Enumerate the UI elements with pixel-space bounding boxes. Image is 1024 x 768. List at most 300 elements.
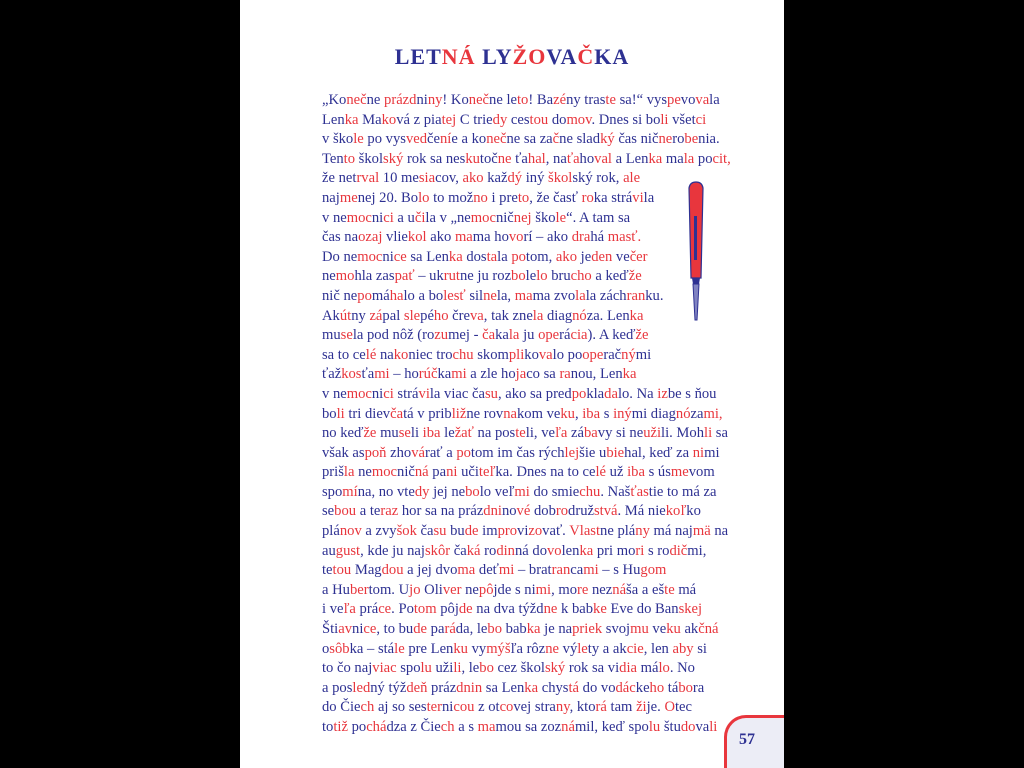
syllable-segment: ní	[439, 131, 452, 148]
syllable-segment: bou	[334, 503, 357, 520]
syllable-segment: li	[410, 425, 423, 442]
syllable-segment: la	[643, 189, 655, 206]
syllable-segment: k bab	[557, 601, 594, 618]
syllable-segment: vo	[680, 92, 696, 108]
syllable-segment: vi	[632, 189, 644, 206]
syllable-segment: hor sa na práz	[398, 503, 484, 520]
syllable-segment: rúč	[418, 366, 438, 383]
syllable-segment: ale	[623, 170, 641, 187]
syllable-segment: a pos	[322, 679, 353, 696]
syllable-segment: toč	[479, 150, 498, 167]
syllable-segment: tam	[606, 699, 637, 716]
syllable-segment: skom	[473, 346, 509, 363]
syllable-segment: sa	[712, 425, 728, 442]
syllable-segment: su	[433, 523, 447, 540]
syllable-segment: de	[464, 523, 479, 540]
text-line	[322, 600, 742, 620]
syllable-segment: po vys	[363, 131, 406, 148]
syllable-segment: “. A tam sa	[566, 209, 631, 226]
title-segment: VA	[546, 44, 578, 69]
syllable-segment: . No	[669, 660, 695, 677]
syllable-segment: ce	[363, 621, 377, 638]
syllable-segment: mi diag	[631, 405, 676, 422]
syllable-segment: lej	[564, 444, 580, 461]
syllable-segment: ka – stá	[349, 640, 395, 657]
syllable-segment: a zvy	[361, 523, 397, 540]
syllable-segment: te	[322, 562, 333, 579]
syllable-segment: ni	[416, 92, 428, 108]
syllable-segment: ka	[579, 542, 594, 559]
syllable-segment: sa Len	[406, 248, 449, 265]
syllable-segment: li	[660, 111, 669, 128]
syllable-segment: ve	[648, 621, 667, 638]
syllable-segment: ni	[371, 385, 384, 402]
syllable-segment: ťa	[566, 150, 580, 167]
syllable-segment: ne sa za	[506, 131, 553, 148]
syllable-segment: v ne	[322, 385, 347, 402]
syllable-segment: dy	[414, 483, 430, 500]
syllable-segment: ozaj	[358, 229, 383, 246]
syllable-segment: za	[690, 405, 704, 422]
syllable-segment: aby	[672, 640, 694, 657]
syllable-segment: zho	[386, 444, 412, 461]
syllable-segment: la v „ne	[425, 209, 471, 226]
syllable-segment: do vo	[579, 679, 616, 696]
syllable-segment: deň	[406, 679, 428, 696]
syllable-segment: ran	[551, 562, 571, 579]
syllable-segment: nej 20. Bo	[357, 189, 419, 206]
syllable-segment: ni	[382, 248, 394, 265]
chapter-title	[240, 44, 784, 70]
syllable-segment: li	[336, 405, 345, 422]
syllable-segment: bo	[465, 483, 480, 500]
syllable-segment: gom	[640, 562, 667, 579]
syllable-segment: má naj	[649, 523, 693, 540]
syllable-segment: ny	[635, 523, 650, 540]
text-line	[322, 209, 742, 229]
syllable-segment: no keď	[322, 425, 364, 442]
syllable-segment: nó	[675, 405, 691, 422]
syllable-segment: rač	[603, 346, 622, 363]
syllable-segment: bo	[511, 268, 526, 285]
syllable-segment: lé	[595, 464, 607, 481]
syllable-segment: , kto	[569, 699, 596, 716]
syllable-segment: iba	[422, 425, 441, 442]
page-number: 57	[739, 731, 755, 748]
syllable-segment: me	[339, 189, 358, 206]
text-line	[322, 307, 742, 327]
syllable-segment: ma	[477, 719, 496, 735]
syllable-segment: nov	[339, 523, 362, 540]
syllable-segment: teľ	[478, 464, 496, 481]
syllable-segment: ku	[453, 640, 468, 657]
syllable-segment: li	[704, 425, 713, 442]
syllable-segment: dos	[462, 248, 487, 265]
syllable-segment: dia	[619, 660, 637, 677]
syllable-segment: bab	[502, 621, 527, 638]
syllable-segment: tou	[529, 111, 549, 128]
syllable-segment: ce	[378, 601, 392, 618]
syllable-segment: Oli	[420, 581, 443, 598]
syllable-segment: ne ju roz	[459, 268, 512, 285]
title-segment: KA	[594, 44, 630, 69]
syllable-segment: – s Hu	[598, 562, 641, 579]
syllable-segment: ako	[462, 170, 484, 187]
syllable-segment: ma ho	[472, 229, 509, 246]
syllable-segment: iný	[613, 405, 632, 422]
syllable-segment: chu	[579, 483, 601, 500]
syllable-segment: zé	[553, 92, 567, 108]
syllable-segment: rá	[595, 699, 607, 716]
syllable-segment: co	[499, 699, 514, 716]
syllable-segment: spo	[322, 483, 343, 500]
syllable-segment: bu	[446, 523, 465, 540]
syllable-segment: la	[343, 464, 355, 481]
page-number-tab	[724, 715, 784, 768]
text-line	[322, 483, 742, 503]
syllable-segment: ho	[579, 150, 595, 167]
syllable-segment: ka	[437, 366, 452, 383]
syllable-segment: ne	[483, 287, 497, 304]
syllable-segment: ve	[612, 248, 630, 265]
syllable-segment: Mag	[351, 562, 382, 579]
syllable-segment: vať.	[542, 523, 570, 540]
syllable-segment: va	[695, 92, 710, 108]
syllable-segment: po	[357, 287, 372, 304]
syllable-segment: im	[478, 523, 498, 540]
text-line	[322, 502, 742, 522]
syllable-segment: dob	[530, 503, 556, 520]
syllable-segment: ka	[524, 679, 539, 696]
syllable-segment: mi,	[703, 405, 723, 422]
syllable-segment: ma	[457, 562, 476, 579]
text-line	[322, 91, 742, 111]
syllable-segment: ri	[635, 542, 645, 559]
syllable-segment: ved	[405, 131, 428, 148]
syllable-segment: ako	[426, 229, 455, 246]
syllable-segment: mov	[566, 111, 592, 128]
syllable-segment: v ne	[322, 209, 347, 226]
syllable-segment: po	[347, 719, 367, 735]
syllable-segment: e a ko	[451, 131, 487, 148]
syllable-segment: neč	[346, 92, 367, 108]
syllable-segment: nič	[397, 464, 415, 481]
syllable-segment: led	[352, 679, 371, 696]
syllable-segment: cie	[626, 640, 644, 657]
syllable-segment: poň	[364, 444, 387, 461]
syllable-segment: masť.	[607, 229, 642, 246]
text-line	[322, 522, 742, 542]
syllable-segment: či	[414, 209, 426, 226]
syllable-segment: mi	[635, 346, 652, 363]
syllable-segment: škol	[544, 170, 573, 187]
syllable-segment: ná	[612, 581, 627, 598]
syllable-segment: nia.	[698, 131, 720, 148]
text-line	[322, 189, 742, 209]
syllable-segment: bo	[322, 405, 337, 422]
syllable-segment: všet	[668, 111, 696, 128]
syllable-segment: ma	[514, 287, 533, 304]
syllable-segment: cia	[570, 327, 588, 344]
syllable-segment: ka	[648, 150, 663, 167]
syllable-segment: se	[340, 327, 353, 344]
syllable-segment: kaž	[483, 170, 508, 187]
syllable-segment: ne	[658, 131, 673, 148]
syllable-segment: v ško	[322, 131, 354, 148]
syllable-segment: la	[575, 287, 586, 304]
syllable-segment: lo a bo	[403, 287, 444, 304]
syllable-segment: škol	[355, 150, 384, 167]
syllable-segment: ces	[507, 111, 530, 128]
syllable-segment: . Po	[391, 601, 414, 618]
syllable-segment: dou	[381, 562, 404, 579]
syllable-segment: ťa	[511, 150, 528, 167]
syllable-segment: há	[590, 229, 608, 246]
syllable-segment: to mož	[429, 189, 474, 206]
title-segment: LY	[482, 44, 513, 69]
syllable-segment: dni	[483, 503, 502, 520]
syllable-segment: Eve do Ban	[606, 601, 679, 618]
syllable-segment: ope	[582, 346, 604, 363]
syllable-segment: tou	[332, 562, 352, 579]
syllable-segment: z ot	[474, 699, 500, 716]
syllable-segment: a Hu	[322, 581, 350, 598]
syllable-segment: Ten	[322, 150, 344, 167]
syllable-segment: aj so ses	[374, 699, 427, 716]
syllable-segment: co sa	[526, 366, 560, 383]
syllable-segment: O	[664, 699, 675, 716]
syllable-segment: moc	[346, 209, 372, 226]
syllable-segment: mu	[630, 621, 649, 638]
syllable-segment: uži	[643, 425, 662, 442]
text-line	[322, 620, 742, 640]
syllable-segment: však as	[322, 444, 365, 461]
syllable-segment: i pre	[487, 189, 518, 206]
syllable-segment: bo	[678, 679, 693, 696]
syllable-segment: va	[469, 307, 484, 324]
title-segment: ŽO	[512, 44, 547, 69]
syllable-segment: rok sa vi	[565, 660, 620, 677]
syllable-segment: viac	[372, 660, 397, 677]
syllable-segment: val	[594, 150, 612, 167]
syllable-segment: le	[440, 425, 455, 442]
syllable-segment: te	[605, 92, 616, 108]
syllable-segment: cit,	[712, 150, 731, 167]
syllable-segment: ný	[621, 346, 636, 363]
syllable-segment: do smie	[529, 483, 580, 500]
syllable-segment: strá	[393, 385, 419, 402]
syllable-segment: má	[674, 581, 697, 598]
syllable-segment: tri diev	[344, 405, 391, 422]
pen-icon	[680, 180, 712, 330]
title-segment: LET	[394, 44, 442, 69]
syllable-segment: nej	[513, 209, 532, 226]
syllable-segment: uži	[431, 660, 454, 677]
syllable-segment: ná	[414, 464, 429, 481]
syllable-segment: po	[456, 444, 471, 461]
syllable-segment: vy si ne	[597, 425, 644, 442]
syllable-segment: sa Len	[482, 679, 525, 696]
syllable-segment: to	[517, 189, 530, 206]
syllable-segment: le	[525, 268, 537, 285]
syllable-segment: dza z Čie	[386, 719, 441, 735]
syllable-segment: cov,	[435, 170, 463, 187]
syllable-segment: ho	[649, 679, 665, 696]
syllable-segment: kom ve	[516, 405, 561, 422]
syllable-segment: ko	[686, 503, 701, 520]
syllable-segment: vi	[517, 523, 529, 540]
syllable-segment: ! Ko	[442, 92, 469, 108]
syllable-segment: že	[635, 327, 649, 344]
syllable-segment: štu	[660, 719, 681, 735]
syllable-segment: tá	[664, 679, 679, 696]
syllable-segment: ko	[393, 346, 409, 363]
syllable-segment: niec tro	[408, 346, 453, 363]
syllable-segment: rval	[356, 170, 380, 187]
syllable-segment: mi,	[687, 542, 707, 559]
syllable-segment: druž	[568, 503, 594, 520]
text-line	[322, 424, 742, 444]
syllable-segment: len	[561, 542, 580, 559]
syllable-segment: tom	[413, 601, 437, 618]
syllable-segment: zá	[369, 307, 383, 324]
syllable-segment: ka	[448, 248, 463, 265]
syllable-segment: liž	[451, 405, 467, 422]
syllable-segment: kos	[341, 366, 362, 383]
syllable-segment: ci	[383, 209, 394, 226]
syllable-segment: pe	[667, 92, 681, 108]
syllable-segment: si	[693, 640, 707, 657]
text-line	[322, 679, 742, 699]
syllable-segment: je	[577, 248, 592, 265]
syllable-segment: ne plá	[600, 523, 636, 540]
syllable-segment: ra	[559, 366, 571, 383]
syllable-segment: svoj	[602, 621, 631, 638]
syllable-segment: žať	[454, 425, 474, 442]
syllable-segment: lé	[365, 346, 377, 363]
syllable-segment: ča	[482, 327, 496, 344]
syllable-segment: ke	[635, 679, 650, 696]
syllable-segment: tá	[568, 679, 580, 696]
syllable-segment: li. Moh	[661, 425, 705, 442]
syllable-segment: ber	[349, 581, 369, 598]
syllable-segment: chys	[538, 679, 569, 696]
syllable-segment: ka	[526, 621, 541, 638]
syllable-segment: ro	[672, 131, 685, 148]
syllable-segment: ma zvo	[532, 287, 576, 304]
text-line	[322, 463, 742, 483]
syllable-segment: neč	[486, 131, 507, 148]
syllable-segment: ku	[560, 405, 575, 422]
syllable-segment: diag	[543, 307, 573, 324]
syllable-segment: lo. Na	[617, 385, 658, 402]
syllable-segment: na, no vte	[357, 483, 415, 500]
syllable-segment: da, le	[455, 621, 488, 638]
syllable-segment: bie	[606, 444, 625, 461]
syllable-segment: priek	[572, 621, 603, 638]
text-line	[322, 542, 742, 562]
text-line	[322, 287, 742, 307]
syllable-segment: ka	[629, 307, 644, 324]
syllable-segment: ny	[427, 92, 443, 108]
syllable-segment: Ma	[358, 111, 382, 128]
syllable-segment: Len	[322, 111, 345, 128]
syllable-segment: že net	[322, 170, 357, 187]
syllable-segment: ľa	[343, 601, 356, 618]
syllable-segment: rok sa nes	[403, 150, 466, 167]
syllable-segment: ra	[692, 679, 705, 696]
text-line	[322, 111, 742, 131]
syllable-segment: iba	[582, 405, 601, 422]
syllable-segment: Do ne	[322, 248, 358, 265]
syllable-segment: ži	[636, 699, 647, 716]
syllable-segment: ny	[555, 699, 570, 716]
syllable-segment: čre	[448, 307, 470, 324]
syllable-segment: na dva týžd	[472, 601, 544, 618]
syllable-segment: to čo naj	[322, 660, 373, 677]
syllable-segment: din	[496, 542, 515, 559]
syllable-segment: prá	[355, 601, 379, 618]
syllable-segment: ci	[383, 385, 394, 402]
syllable-segment: le	[353, 131, 364, 148]
syllable-segment: ch	[360, 699, 375, 716]
syllable-segment: tom,	[525, 248, 556, 265]
syllable-segment: ša a eš	[626, 581, 665, 598]
syllable-segment: , le	[461, 660, 480, 677]
syllable-segment: chu	[452, 346, 474, 363]
syllable-segment: vom	[688, 464, 715, 481]
syllable-segment: čer	[629, 248, 648, 265]
syllable-segment: be	[684, 131, 699, 148]
syllable-segment: pô	[478, 581, 494, 598]
syllable-segment: ský	[383, 150, 404, 167]
syllable-segment: plá	[322, 523, 340, 540]
syllable-segment: po	[571, 385, 587, 402]
syllable-segment: no	[473, 189, 488, 206]
syllable-segment: o	[322, 640, 330, 657]
syllable-segment: ). A keď	[587, 327, 636, 344]
syllable-segment: út	[339, 307, 352, 324]
syllable-segment: va	[695, 719, 710, 735]
syllable-segment: dác	[615, 679, 636, 696]
syllable-segment: pa	[427, 621, 445, 638]
syllable-segment: ce	[393, 248, 407, 265]
syllable-segment: rí – ako	[523, 229, 572, 246]
syllable-segment: moc	[470, 209, 496, 226]
syllable-segment: stvá	[593, 503, 618, 520]
syllable-segment: mi	[374, 366, 390, 383]
syllable-segment: jde s ni	[493, 581, 536, 598]
syllable-segment: mej -	[448, 327, 483, 344]
syllable-segment: – uk	[414, 268, 444, 285]
syllable-segment: ne	[322, 268, 336, 285]
text-line	[322, 365, 742, 385]
syllable-segment: nou, Len	[570, 366, 623, 383]
syllable-segment: s ro	[644, 542, 670, 559]
syllable-segment: čas na	[322, 229, 359, 246]
syllable-segment: lesť	[443, 287, 466, 304]
syllable-segment: moc	[371, 464, 398, 481]
syllable-segment: li, ve	[525, 425, 555, 442]
syllable-segment: . Dnes si bo	[591, 111, 661, 128]
syllable-segment: uči	[457, 464, 479, 481]
syllable-segment: chá	[366, 719, 387, 735]
syllable-segment: ny	[351, 307, 370, 324]
syllable-segment: – brat	[514, 562, 552, 579]
syllable-segment: kol	[407, 229, 427, 246]
syllable-segment: su	[484, 385, 498, 402]
syllable-segment: de	[458, 601, 473, 618]
